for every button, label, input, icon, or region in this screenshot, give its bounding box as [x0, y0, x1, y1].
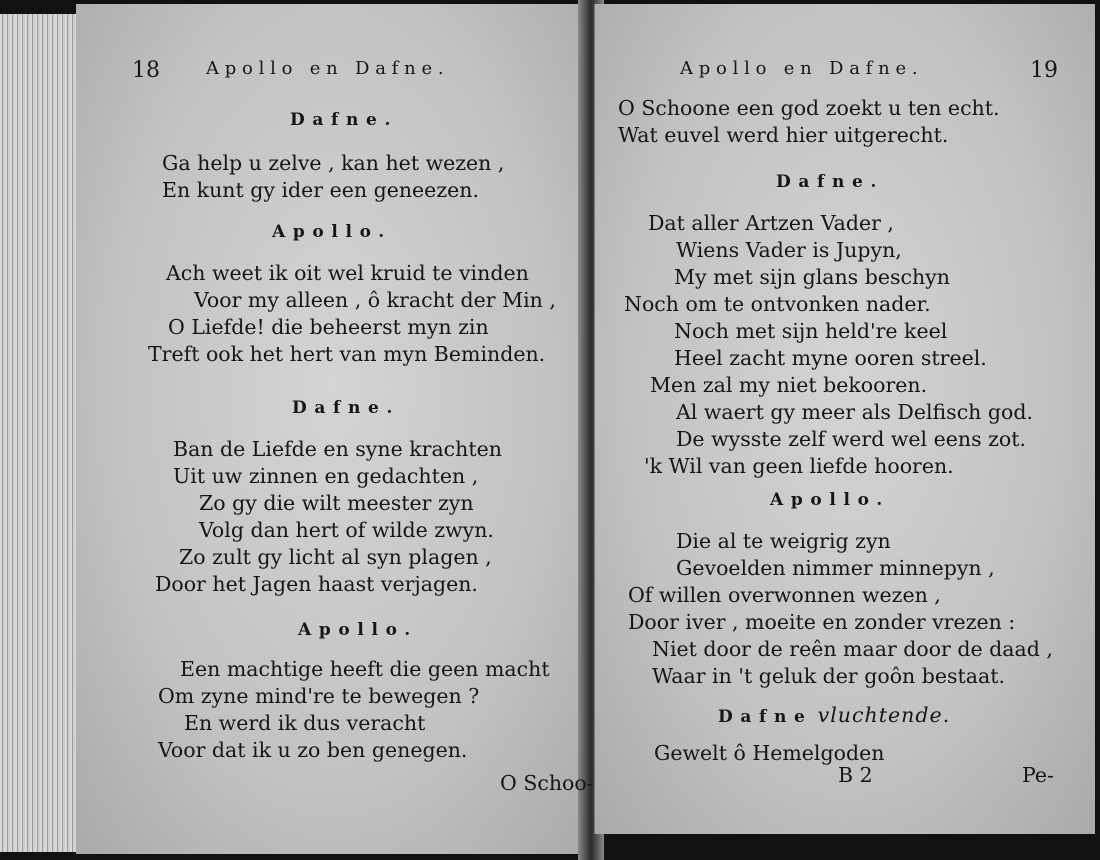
verse-line: 'k Wil van geen liefde hooren.	[644, 454, 954, 478]
verse-line: My met sijn glans beschyn	[674, 265, 950, 289]
verse-line: Of willen overwonnen wezen ,	[628, 583, 941, 607]
verse-stanza	[155, 436, 502, 598]
verse-line: Wiens Vader is Jupyn,	[676, 238, 902, 262]
page-edges	[0, 14, 84, 852]
verse-line: Ach weet ik oit wel kruid te vinden	[166, 261, 529, 285]
verse-line: Volg dan hert of wilde zwyn.	[199, 518, 494, 542]
verse-stanza	[618, 95, 1000, 149]
verse-stanza	[148, 260, 556, 368]
verse-line: En kunt gy ider een geneezen.	[162, 178, 479, 202]
verse-line: O Schoone een god zoekt u ten echt.	[618, 96, 1000, 120]
verse-line: Niet door de reên maar door de daad ,	[652, 637, 1053, 661]
right-page-number: 19	[1030, 58, 1058, 83]
verse-line: Gevoelden nimmer minnepyn ,	[676, 556, 995, 580]
verse-line: Men zal my niet bekooren.	[650, 373, 928, 397]
catchword: O Schoo-	[500, 771, 594, 795]
verse-line: Gewelt ô Hemelgoden	[654, 741, 885, 765]
verse-line: Om zyne mind're te bewegen ?	[158, 684, 480, 708]
right-running-head: Apollo en Dafne.	[680, 58, 924, 79]
verse-line: O Liefde! die beheerst myn zin	[168, 315, 489, 339]
verse-line: De wysste zelf werd wel eens zot.	[676, 427, 1027, 451]
verse-line: Al waert gy meer als Delfisch god.	[676, 400, 1034, 424]
verse-line: Noch met sijn held're keel	[674, 319, 948, 343]
verse-stanza	[624, 210, 1033, 480]
verse-line: Ga help u zelve , kan het wezen ,	[162, 151, 505, 175]
verse-stanza	[162, 150, 504, 204]
verse-line: Door iver , moeite en zonder vrezen :	[628, 610, 1016, 634]
verse-line: Dat aller Artzen Vader ,	[648, 211, 894, 235]
verse-line: Noch om te ontvonken nader.	[624, 292, 931, 316]
verse-line: En werd ik dus veracht	[184, 711, 426, 735]
speaker-heading: Apollo.	[770, 490, 890, 510]
verse-line: Voor my alleen , ô kracht der Min ,	[194, 288, 556, 312]
verse-line: Wat euvel werd hier uitgerecht.	[618, 123, 949, 147]
verse-line: Zo gy die wilt meester zyn	[199, 491, 474, 515]
verse-line: Voor dat ik u zo ben genegen.	[158, 738, 468, 762]
verse-line: Uit uw zinnen en gedachten ,	[173, 464, 479, 488]
speaker-heading: Dafne.	[292, 398, 401, 418]
verse-line: Een machtige heeft die geen macht	[180, 657, 550, 681]
verse-line: Heel zacht myne ooren streel.	[674, 346, 987, 370]
verse-line: Ban de Liefde en syne krachten	[173, 437, 502, 461]
speaker-heading: Apollo.	[298, 620, 418, 640]
verse-stanza	[628, 528, 1053, 690]
catchword: Pe-	[1022, 763, 1054, 787]
speaker-heading: Dafne.	[776, 172, 885, 192]
signature-mark: B 2	[838, 763, 873, 787]
left-running-head: Apollo en Dafne.	[206, 58, 450, 79]
verse-stanza	[158, 656, 550, 764]
verse-line: Door het Jagen haast verjagen.	[155, 572, 478, 596]
verse-line: Zo zult gy licht al syn plagen ,	[179, 545, 492, 569]
left-page-number: 18	[132, 58, 160, 83]
speaker-heading-with-direction	[718, 702, 950, 729]
verse-line: Treft ook het hert van myn Beminden.	[148, 342, 546, 366]
speaker-heading: Apollo.	[272, 222, 392, 242]
stage-direction: vluchtende.	[817, 703, 951, 727]
speaker-heading: Dafne.	[290, 110, 399, 130]
verse-line: Waar in 't geluk der goôn bestaat.	[652, 664, 1005, 688]
speaker-heading: Dafne	[718, 707, 813, 727]
verse-line: Die al te weigrig zyn	[676, 529, 891, 553]
